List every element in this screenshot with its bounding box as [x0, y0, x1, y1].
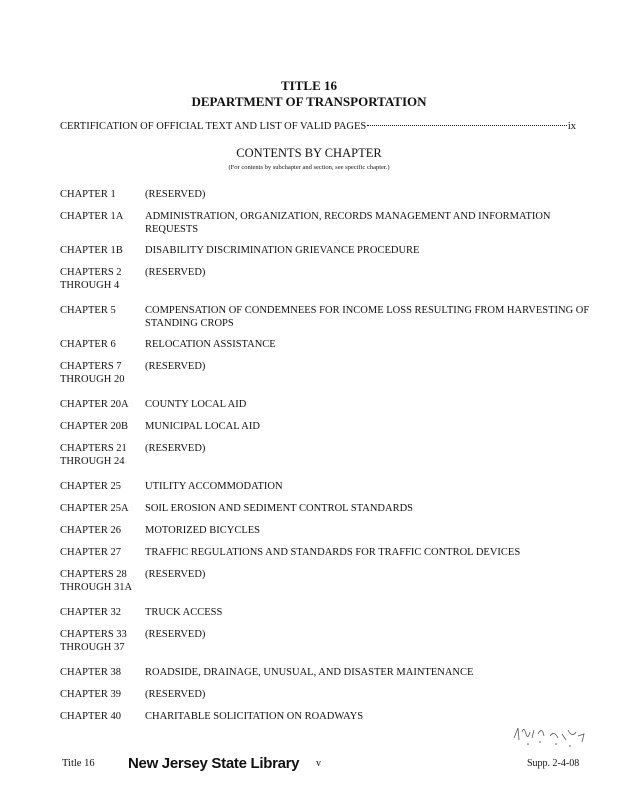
- chapter-row: [60, 629, 590, 654]
- chapter-number: CHAPTER 1B: [60, 245, 123, 256]
- chapter-title: (RESERVED): [145, 629, 206, 640]
- chapter-title: TRUCK ACCESS: [145, 607, 223, 618]
- chapter-number: CHAPTER 39: [60, 689, 121, 700]
- chapter-title: (RESERVED): [145, 189, 206, 200]
- certification-line: [60, 121, 576, 132]
- chapter-row: [60, 547, 590, 560]
- chapter-title: (RESERVED): [145, 267, 206, 278]
- chapter-title: COMPENSATION OF CONDEMNEES FOR INCOME LOSS RESULTING FROM HARVESTING OF STANDING CROPS: [145, 305, 590, 329]
- chapter-title: CHARITABLE SOLICITATION ON ROADWAYS: [145, 711, 364, 722]
- department-name: DEPARTMENT OF TRANSPORTATION: [191, 94, 427, 109]
- chapter-row: [60, 361, 590, 386]
- chapter-number: CHAPTERS 33 THROUGH 37: [60, 629, 127, 653]
- supplement-date: Supp. 2-4-08: [527, 758, 580, 769]
- certification-text: CERTIFICATION OF OFFICIAL TEXT AND LIST OF VALID PAGES: [60, 121, 367, 132]
- title-number: TITLE 16: [281, 78, 337, 93]
- chapter-row: [60, 481, 590, 494]
- chapter-title: (RESERVED): [145, 361, 206, 372]
- chapter-title: (RESERVED): [145, 443, 206, 454]
- chapter-row: [60, 189, 590, 202]
- chapter-number: CHAPTER 6: [60, 339, 116, 350]
- chapter-number: CHAPTER 32: [60, 607, 121, 618]
- handwritten-mark: [510, 724, 590, 752]
- chapter-number: CHAPTER 1: [60, 189, 116, 200]
- chapter-title: TRAFFIC REGULATIONS AND STANDARDS FOR TRAFFIC CONTROL DEVICES: [145, 547, 521, 558]
- chapter-number: CHAPTERS 21 THROUGH 24: [60, 443, 127, 467]
- dot-leader: [367, 125, 567, 126]
- chapter-row: [60, 211, 590, 236]
- chapter-number: CHAPTERS 28 THROUGH 31A: [60, 569, 133, 593]
- chapter-row: [60, 689, 590, 702]
- chapter-title: COUNTY LOCAL AID: [145, 399, 247, 410]
- chapter-title: (RESERVED): [145, 569, 206, 580]
- chapter-number: CHAPTER 1A: [60, 211, 124, 222]
- chapter-row: [60, 503, 590, 516]
- chapter-number: CHAPTER 5: [60, 305, 116, 316]
- contents-heading: CONTENTS BY CHAPTER: [236, 146, 382, 160]
- chapter-title: DISABILITY DISCRIMINATION GRIEVANCE PROCEDURE: [145, 245, 420, 256]
- chapter-number: CHAPTER 20B: [60, 421, 128, 432]
- library-stamp: New Jersey State Library: [128, 755, 300, 772]
- chapter-number: CHAPTER 40: [60, 711, 121, 722]
- chapter-row: [60, 245, 590, 258]
- page-footer: [0, 756, 618, 780]
- document-title: [0, 78, 618, 110]
- chapter-number: CHAPTER 25: [60, 481, 121, 492]
- chapter-row: [60, 569, 590, 594]
- chapter-title: RELOCATION ASSISTANCE: [145, 339, 276, 350]
- page-number: v: [316, 758, 321, 769]
- chapter-number: CHAPTER 26: [60, 525, 121, 536]
- chapter-number: CHAPTER 38: [60, 667, 121, 678]
- chapter-row: [60, 421, 590, 434]
- chapter-row: [60, 339, 590, 352]
- chapter-row: [60, 607, 590, 620]
- chapter-number: CHAPTER 25A: [60, 503, 129, 514]
- footer-title: Title 16: [62, 758, 95, 769]
- chapter-title: UTILITY ACCOMMODATION: [145, 481, 283, 492]
- chapter-row: [60, 525, 590, 538]
- chapter-title: MOTORIZED BICYCLES: [145, 525, 261, 536]
- chapter-row: [60, 267, 590, 292]
- contents-note: (For contents by subchapter and section, see specific chapter.): [228, 164, 390, 171]
- chapter-row: [60, 305, 590, 330]
- chapter-title: SOIL EROSION AND SEDIMENT CONTROL STANDARDS: [145, 503, 413, 514]
- chapter-title: (RESERVED): [145, 689, 206, 700]
- chapter-title: MUNICIPAL LOCAL AID: [145, 421, 260, 432]
- chapter-row: [60, 711, 590, 724]
- chapter-number: CHAPTER 27: [60, 547, 121, 558]
- chapter-title: ADMINISTRATION, ORGANIZATION, RECORDS MANAGEMENT AND INFORMATION REQUESTS: [145, 211, 551, 235]
- certification-page: ix: [567, 121, 576, 132]
- chapter-title: ROADSIDE, DRAINAGE, UNUSUAL, AND DISASTER MAINTENANCE: [145, 667, 474, 678]
- chapter-row: [60, 443, 590, 468]
- chapter-row: [60, 667, 590, 680]
- chapter-number: CHAPTERS 7 THROUGH 20: [60, 361, 125, 385]
- chapter-number: CHAPTERS 2 THROUGH 4: [60, 267, 122, 291]
- chapter-row: [60, 399, 590, 412]
- chapter-number: CHAPTER 20A: [60, 399, 129, 410]
